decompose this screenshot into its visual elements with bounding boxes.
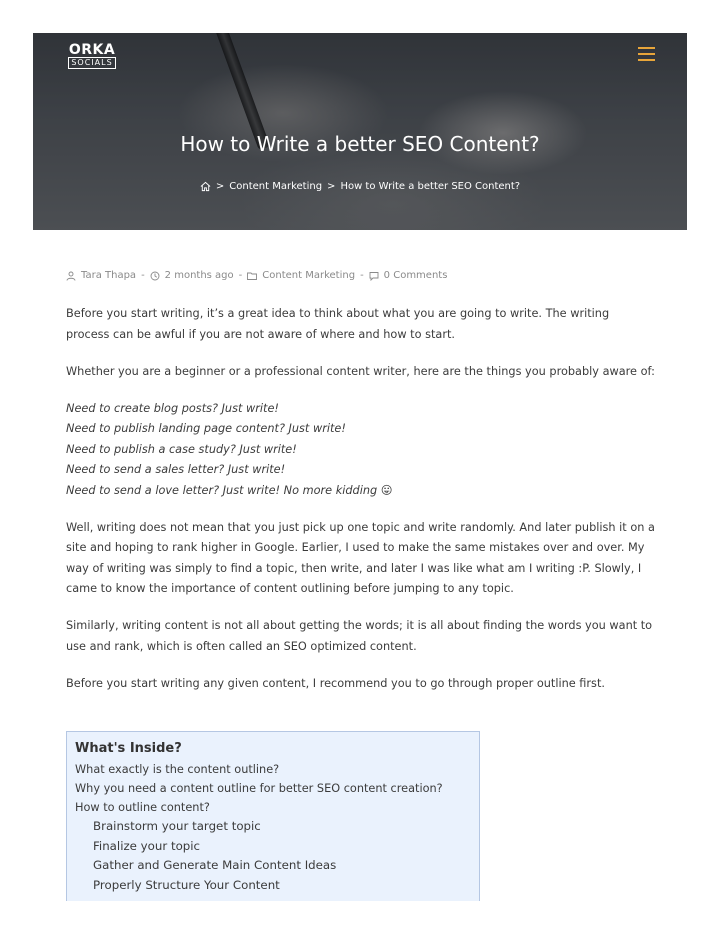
hero-banner bbox=[33, 33, 687, 230]
post-date: 2 months ago bbox=[164, 270, 234, 281]
breadcrumb-separator: > bbox=[215, 181, 225, 192]
toc-sublink[interactable]: Properly Structure Your Content bbox=[93, 878, 280, 893]
post-category[interactable]: Content Marketing bbox=[262, 270, 356, 281]
list-item: Need to send a sales letter? Just write! bbox=[66, 463, 286, 476]
toc-sublink[interactable]: Gather and Generate Main Content Ideas bbox=[93, 858, 337, 873]
paragraph: Whether you are a beginner or a professional content writer, here are the things you probably aware of: bbox=[66, 364, 655, 378]
logo-subtitle: SOCIALS bbox=[68, 57, 115, 69]
toc-sublink[interactable]: Finalize your topic bbox=[93, 838, 201, 853]
toc-sublink[interactable]: Brainstorm your target topic bbox=[93, 819, 261, 833]
breadcrumb-current: How to Write a better SEO Content? bbox=[340, 181, 521, 192]
home-icon[interactable] bbox=[200, 181, 211, 192]
breadcrumb-link-content-marketing[interactable]: Content Marketing bbox=[229, 181, 323, 192]
page-title: How to Write a better SEO Content? bbox=[180, 132, 540, 156]
italic-list bbox=[66, 399, 656, 502]
meta-separator: - bbox=[360, 270, 364, 281]
site-logo[interactable] bbox=[66, 42, 118, 69]
comment-icon bbox=[369, 271, 379, 281]
breadcrumb bbox=[33, 181, 687, 192]
toc-link[interactable]: Why you need a content outline for better SEO content creation? bbox=[75, 782, 443, 795]
breadcrumb-separator: > bbox=[327, 181, 336, 192]
post-comments[interactable]: 0 Comments bbox=[383, 270, 448, 281]
toc-link[interactable]: How to outline content? bbox=[75, 801, 210, 814]
toc-title: What's Inside? bbox=[75, 741, 182, 756]
post-author[interactable]: Tara Thapa bbox=[81, 270, 137, 281]
list-item: Need to publish landing page content? Just write! bbox=[66, 422, 346, 435]
logo-wordmark: ORKA bbox=[68, 41, 116, 58]
paragraph: Before you start writing, it’s a great idea to think about what you are going to write. The writing process can be awful if you are not aware of where and how to start. bbox=[66, 307, 610, 341]
meta-separator: - bbox=[238, 270, 243, 281]
meta-separator: - bbox=[141, 270, 145, 281]
clock-icon bbox=[150, 271, 160, 281]
hamburger-menu-icon[interactable] bbox=[638, 47, 655, 61]
folder-icon bbox=[247, 271, 257, 281]
list-item: Need to publish a case study? Just write! bbox=[66, 442, 297, 456]
toc-link[interactable]: What exactly is the content outline? bbox=[75, 763, 280, 776]
table-of-contents bbox=[66, 731, 480, 901]
article-body bbox=[66, 304, 656, 711]
paragraph: Before you start writing any given content, I recommend you to go through proper outline first. bbox=[66, 676, 605, 690]
paragraph: Well, writing does not mean that you just pick up one topic and write randomly. And later publish it on a site and hoping to rank higher in Google. Earlier, I used to make the same mistakes over and over. My way of writing was simply to find a topic, then write, and later I was like what am I writing :P. Slowly, I came to know the importance of content outlining before jumping to any topic. bbox=[66, 520, 655, 595]
list-item: Need to send a love letter? Just write! No more kidding 😛 bbox=[66, 483, 393, 497]
user-icon bbox=[66, 271, 76, 281]
post-meta bbox=[66, 270, 447, 281]
list-item: Need to create blog posts? Just write! bbox=[66, 401, 279, 415]
paragraph: Similarly, writing content is not all about getting the words; it is all about finding the words you want to use and rank, which is often called an SEO optimized content. bbox=[66, 619, 653, 653]
